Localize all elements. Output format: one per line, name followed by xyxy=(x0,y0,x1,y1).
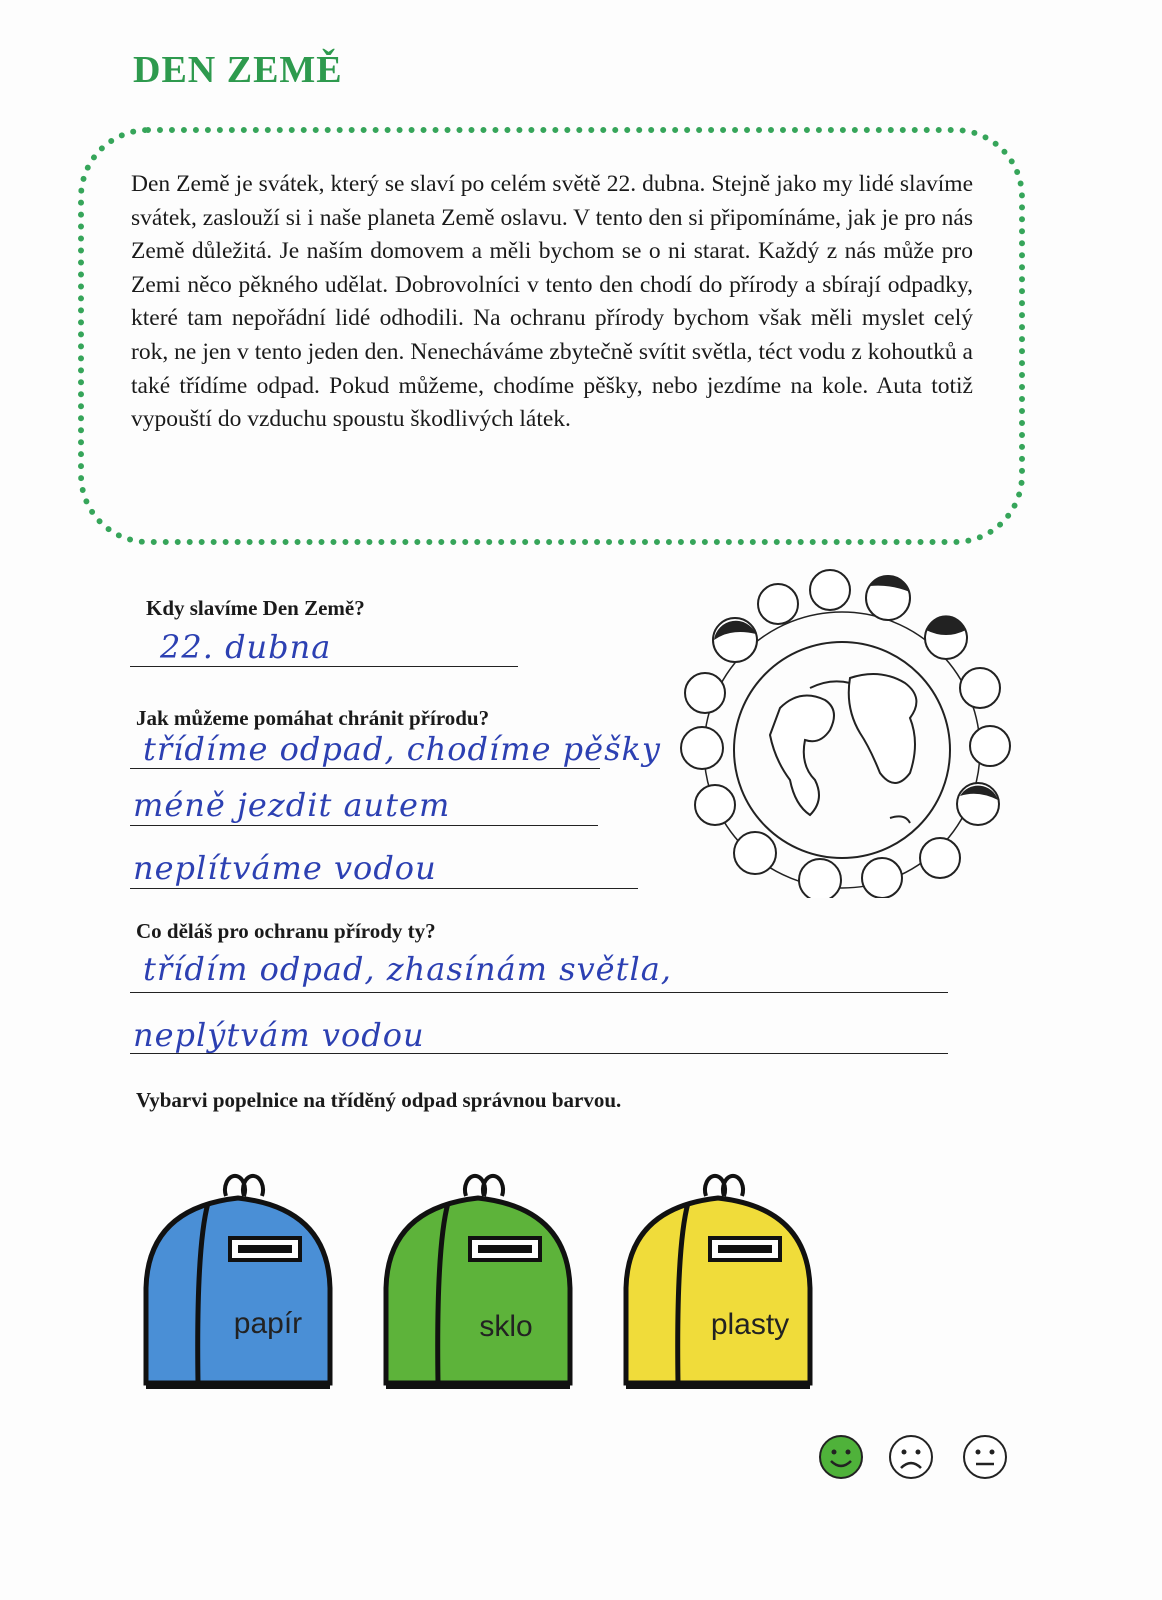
smiley-neutral-icon[interactable] xyxy=(961,1433,1009,1481)
paper-bin xyxy=(138,1168,338,1398)
answer-line xyxy=(130,768,600,769)
bin-label-glass: sklo xyxy=(479,1310,533,1343)
question-2: Jak můžeme pomáhat chránit přírodu? xyxy=(136,706,490,730)
bin-label-paper: papír xyxy=(233,1307,303,1340)
info-text: Den Země je svátek, který se slaví po celém světě 22. dubna. Stejně jako my lidé slavíme svátek, zaslouží si i naše planeta Země oslavu. V tento den si připomínáme, jak je pro nás Země důležitá. Je naším domovem a měli bychom se o ni starat. Každý z nás může pro Zemi něco pěkného udělat. Dobrovolníci v tento den chodí do přírody a sbírají odpadky, které tam nepořádní lidé odhodili. Na ochranu přírody bychom však měli myslet celý rok, ne jen v tento jeden den. Nenecháváme zbytečně svítit světla, téct vodu z kohoutků a také třídíme odpad. Pokud můžeme, chodíme pěšky, nebo jezdíme na kole. Auta totiž vypouští do vzduchu spoustu škodlivých látek. xyxy=(131,171,973,433)
plastic-bin xyxy=(618,1168,818,1398)
answer-2-line-3: neplítváme vodou xyxy=(133,849,437,887)
smiley-sad-icon[interactable] xyxy=(887,1433,935,1481)
glass-bin xyxy=(378,1168,578,1398)
answer-line xyxy=(130,888,638,889)
answer-line xyxy=(130,992,948,993)
answer-line xyxy=(130,666,518,667)
answer-3-line-1: třídím odpad, zhasínám světla, xyxy=(143,950,672,988)
smiley-happy-icon[interactable] xyxy=(817,1433,865,1481)
answer-2-line-2: méně jezdit autem xyxy=(133,786,451,824)
answer-line xyxy=(130,1053,948,1054)
question-1: Kdy slavíme Den Země? xyxy=(146,596,365,620)
answer-2-line-1: třídíme odpad, chodíme pěšky xyxy=(143,730,661,768)
bin-label-plastic: plasty xyxy=(710,1308,790,1341)
answer-1: 22. dubna xyxy=(160,628,332,666)
globe-children-illustration xyxy=(660,568,1020,898)
task-instruction: Vybarvi popelnice na tříděný odpad správnou barvou. xyxy=(136,1088,622,1112)
answer-line xyxy=(130,825,598,826)
question-3: Co děláš pro ochranu přírody ty? xyxy=(136,919,436,943)
page-title: DEN ZEMĚ xyxy=(133,49,343,91)
answer-3-line-2: neplýtvám vodou xyxy=(133,1016,425,1054)
